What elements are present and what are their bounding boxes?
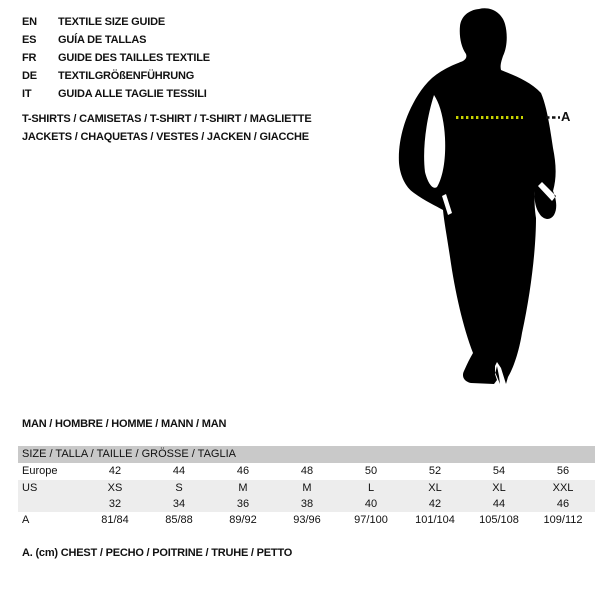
table-cell: 52 — [428, 465, 442, 477]
table-cell: XS — [83, 480, 147, 496]
silhouette-shape — [399, 8, 556, 384]
table-cell: 38 — [275, 496, 339, 512]
category-line-jackets: JACKETS / CHAQUETAS / VESTES / JACKEN / GIACCHE — [22, 131, 309, 143]
table-cell: 109/112 — [543, 514, 583, 526]
table-cell: XL — [467, 480, 531, 496]
language-label: GUIDA ALLE TAGLIE TESSILI — [58, 88, 207, 100]
table-cell: 50 — [364, 465, 378, 477]
table-row-chest-a — [18, 512, 595, 529]
language-code: FR — [22, 52, 37, 64]
row-label: Europe — [22, 465, 58, 477]
table-cell: 54 — [492, 465, 506, 477]
measure-label-a: A — [561, 109, 571, 124]
table-cell: M — [211, 480, 275, 496]
table-cell: 48 — [300, 465, 314, 477]
table-cell: 40 — [339, 496, 403, 512]
row-label — [18, 496, 83, 512]
table-cell: 42 — [108, 465, 122, 477]
table-header-label: SIZE / TALLA / TAILLE / GRÖSSE / TAGLIA — [18, 446, 595, 463]
table-cell: 89/92 — [229, 514, 257, 526]
table-cell: 85/88 — [165, 514, 193, 526]
language-code: IT — [22, 88, 32, 100]
table-cell: 81/84 — [101, 514, 129, 526]
table-cell: XXL — [531, 480, 595, 496]
table-cell: 44 — [467, 496, 531, 512]
row-label: US — [18, 480, 83, 496]
language-code: EN — [22, 16, 37, 28]
table-cell: 105/108 — [479, 514, 519, 526]
table-row-us — [18, 480, 595, 496]
language-label: GUÍA DE TALLAS — [58, 34, 147, 46]
table-cell: S — [147, 480, 211, 496]
language-label: TEXTILE SIZE GUIDE — [58, 16, 166, 28]
table-cell: M — [275, 480, 339, 496]
table-cell: 36 — [211, 496, 275, 512]
language-code: DE — [22, 70, 37, 82]
table-cell: XL — [403, 480, 467, 496]
table-cell: L — [339, 480, 403, 496]
table-row-us-numeric — [18, 496, 595, 512]
language-label: TEXTILGRÖßENFÜHRUNG — [58, 70, 195, 82]
language-code: ES — [22, 34, 37, 46]
man-silhouette — [395, 0, 580, 400]
table-cell: 32 — [83, 496, 147, 512]
language-label: GUIDE DES TAILLES TEXTILE — [58, 52, 210, 64]
table-cell: 34 — [147, 496, 211, 512]
table-cell: 56 — [556, 465, 570, 477]
table-cell: 46 — [531, 496, 595, 512]
table-row-europe — [18, 463, 595, 480]
category-line-tshirts: T-SHIRTS / CAMISETAS / T-SHIRT / T-SHIRT / MAGLIETTE — [22, 113, 312, 125]
size-table — [18, 446, 595, 529]
table-cell: 42 — [403, 496, 467, 512]
measurement-footnote: A. (cm) CHEST / PECHO / POITRINE / TRUHE / PETTO — [22, 547, 293, 559]
table-cell: 93/96 — [293, 514, 321, 526]
table-cell: 44 — [172, 465, 186, 477]
table-cell: 46 — [236, 465, 250, 477]
section-title: MAN / HOMBRE / HOMME / MANN / MAN — [22, 418, 227, 430]
table-header-row — [18, 446, 595, 463]
table-cell: 101/104 — [415, 514, 455, 526]
row-label: A — [22, 514, 30, 526]
table-cell: 97/100 — [354, 514, 388, 526]
